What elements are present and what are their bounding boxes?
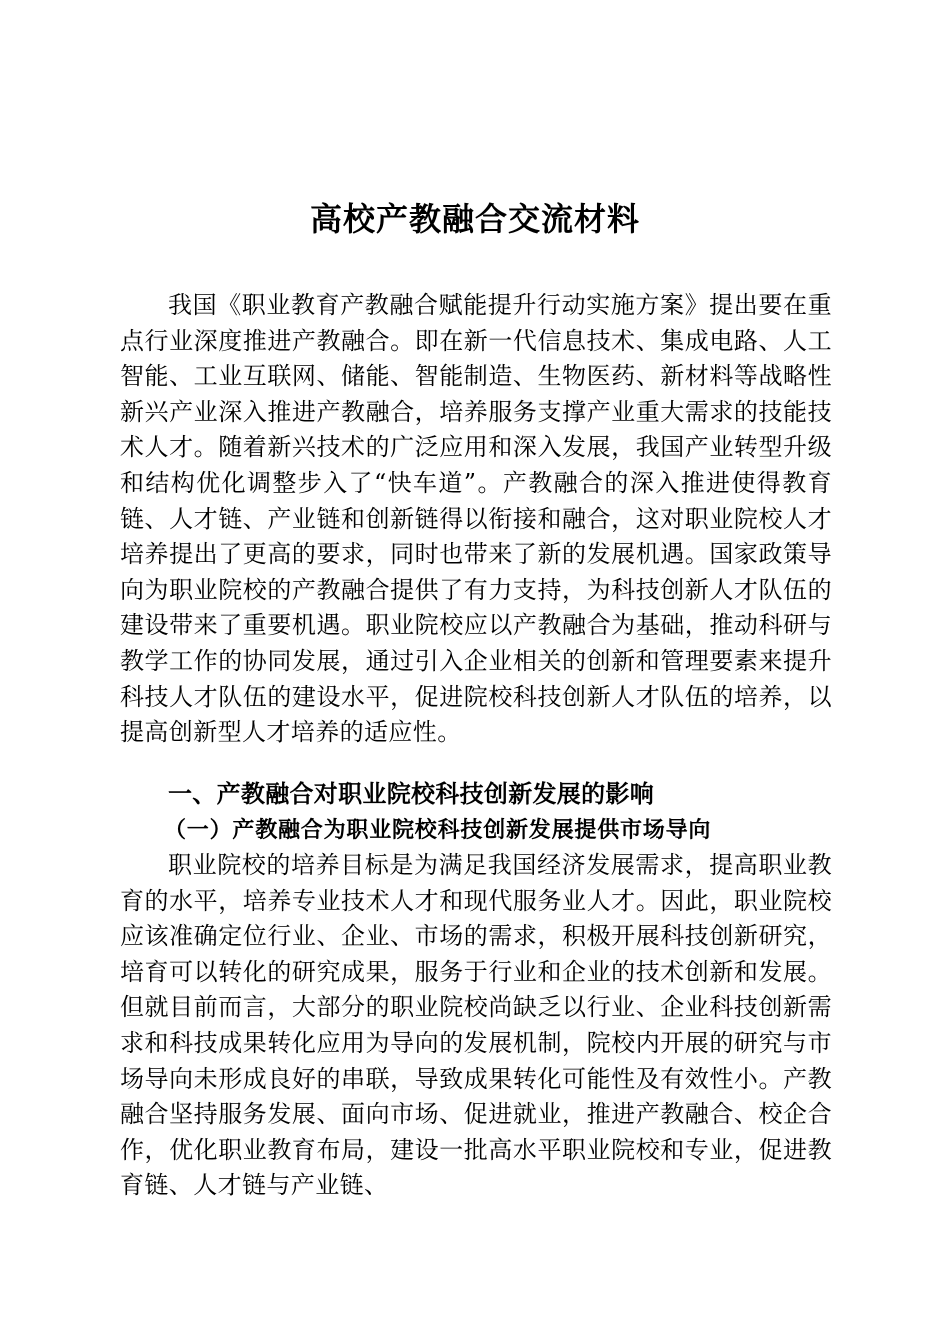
subsection-heading-1: （一）产教融合为职业院校科技创新发展提供市场导向 (164, 817, 712, 843)
section-heading-1: 一、产教融合对职业院校科技创新发展的影响 (168, 780, 654, 808)
paragraph-section-1: 职业院校的培养目标是为满足我国经济发展需求，提高职业教育的水平，培养专业技术人才和现代服务业人才。因此，职业院校应该准确定位行业、企业、市场的需求，积极开展科技创新研究，培育可以转化的研究成果，服务于行业和企业的技术创新和发展。但就目前而言，大部分的职业院校尚缺乏以行业、企业科技创新需求和科技成果转化应用为导向的发展机制，院校内开展的研究与市场导向未形成良好的串联，导致成果转化可能性及有效性小。产教融合坚持服务发展、面向市场、促进就业，推进产教融合、校企合作，优化职业教育布局，建设一批高水平职业院校和专业，促进教育链、人才链与产业链、 (120, 851, 832, 1200)
paragraph-intro: 我国《职业教育产教融合赋能提升行动实施方案》提出要在重点行业深度推进产教融合。即在新一代信息技术、集成电路、人工智能、工业互联网、储能、智能制造、生物医药、新材料等战略性新兴产业深入推进产教融合，培养服务支撑产业重大需求的技能技术人才。随着新兴技术的广泛应用和深入发展，我国产业转型升级和结构优化调整步入了“快车道”。产教融合的深入推进使得教育链、人才链、产业链和创新链得以衔接和融合，这对职业院校人才培养提出了更高的要求，同时也带来了新的发展机遇。国家政策导向为职业院校的产教融合提供了有力支持，为科技创新人才队伍的建设带来了重要机遇。职业院校应以产教融合为基础，推动科研与教学工作的协同发展，通过引入企业相关的创新和管理要素来提升科技人才队伍的建设水平，促进院校科技创新人才队伍的培养，以提高创新型人才培养的适应性。 (120, 291, 832, 747)
document-title: 高校产教融合交流材料 (309, 200, 640, 238)
